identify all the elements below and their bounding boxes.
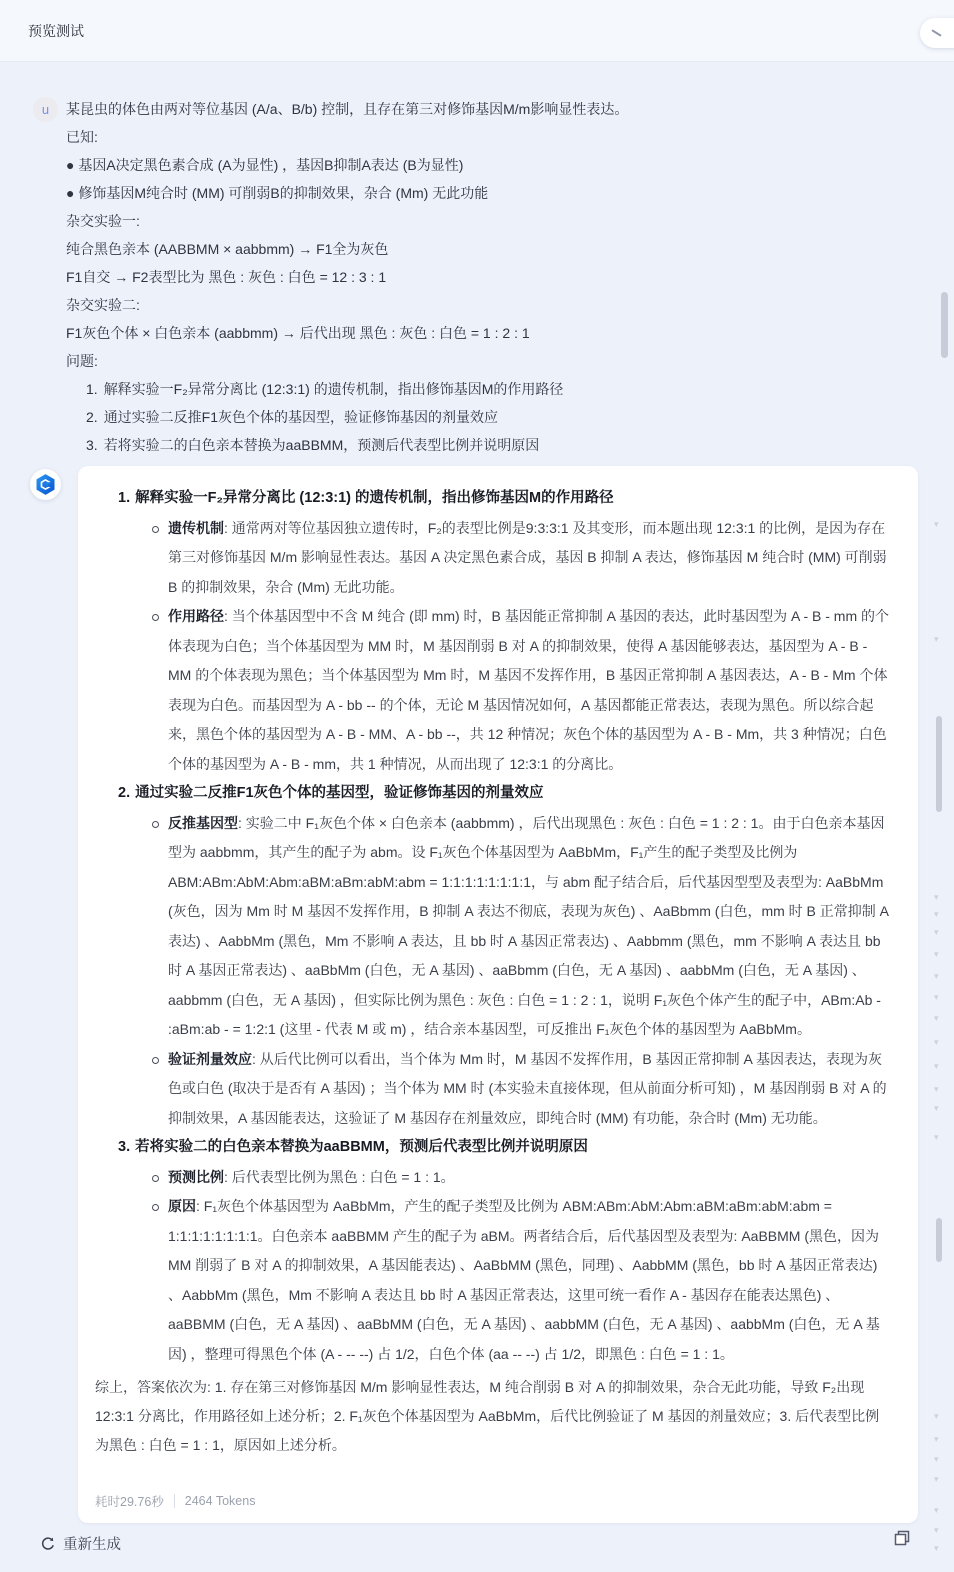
user-line: ● 基因A决定黑色素合成 (A为显性) ，基因B抑制A表达 (B为显性) — [66, 157, 464, 173]
user-message — [0, 62, 954, 459]
user-question-1 — [66, 375, 922, 403]
copy-button[interactable] — [893, 1529, 913, 1549]
user-question-3 — [66, 431, 922, 459]
chevron-down-icon: ▾ — [934, 927, 939, 937]
user-line: 某昆虫的体色由两对等位基因 (A/a、B/b) 控制，且存在第三对修饰基因M/m影响显性表达。 — [66, 101, 629, 117]
elapsed-time: 耗时29.76秒 — [95, 1495, 164, 1509]
bullet-label: 作用路径 — [168, 608, 224, 624]
chevron-down-icon: ▾ — [934, 1411, 939, 1421]
bullet-label: 预测比例 — [168, 1168, 224, 1185]
response-meta — [95, 1492, 255, 1510]
user-line: 问题: — [66, 353, 98, 369]
bullet-label: 原因 — [168, 1198, 196, 1214]
bullet-circle-icon — [152, 526, 159, 533]
refresh-icon — [40, 1536, 56, 1552]
bullet-circle-icon — [152, 1175, 159, 1182]
user-line: 已知: — [66, 129, 98, 145]
copy-icon — [893, 1529, 912, 1548]
question-number: 2. — [86, 409, 98, 425]
bullet-text: : F₁灰色个体基因型为 AaBbMm，产生的配子类型及比例为 ABM:ABm:AbM:Abm:aBM:aBm:abM:abm = 1:1:1:1:1:1:1:1。白色亲本 aaBBMM 产生的配子为 aBM。两者结合后，后代基因型及表型为: AaBBMM (黑色，因为 MM 削弱了 B 对 A 的抑制效果，A 基因能表达) 、AaBbMM (黑色，同理) 、AabbMM (黑色，bb 时 A 基因正常表达) 、AabbMm (黑色，Mm 不影响 A 表达且 bb 时 A 基因正常表达，这里可统一看作 A - 基因存在能表达黑色) 、aaBBMM (白色，无 A 基因) 、aaBbMM (白色，无 A 基因) 、aabbMM (白色，无 A 基因) 、aabbMm (白色，无 A 基因) ，整理可得黑色个体 (A - -- --) 占 1/2，白色个体 (aa -- --) 占 1/2，即黑色 : 白色 = 1 : 1。 — [168, 1198, 880, 1362]
chevron-down-icon: ▾ — [934, 1454, 939, 1464]
header — [0, 0, 954, 62]
chevron-down-icon: ▾ — [934, 1061, 939, 1071]
drag-handle-icon — [931, 29, 941, 37]
chevron-down-icon: ▾ — [934, 909, 939, 919]
scrollbar-thumb[interactable] — [936, 716, 942, 812]
user-line: F1灰色个体 × 白色亲本 (aabbmm) → 后代出现 黑色 : 灰色 : 白色 = 1 : 2 : 1 — [66, 325, 530, 341]
bullet-label: 验证剂量效应 — [168, 1050, 252, 1067]
bullet-text: : 当个体基因型中不含 M 纯合 (即 mm) 时，B 基因能正常抑制 A 基因的表达，此时基因型为 A - B - mm 的个体表现为白色；当个体基因型为 MM 时，M 基因削弱 B 对 A 的抑制效果，使得 A 基因能够表达，基因型为 A - B - MM 的个体表现为黑色；当个体基因型为 Mm 时，M 基因不发挥作用，B 基因正常抑制 A 基因表达，A - B - Mm 个体表现为白色。而基因型为 A - bb -- 的个体，无论 M 基因情况如何，A 基因都能正常表达，表现为黑色。所以综合起来，黑色个体的基因型为 A - B - MM、A - bb --，共 12 种情况；灰色个体的基因型为 A - B - Mm，共 3 种情况；白色个体的基因型为 A - B - mm，共 1 种情况，从而出现了 12:3:1 的分离比。 — [168, 608, 889, 772]
chevron-down-icon: ▾ — [934, 971, 939, 981]
bullet-label: 反推基因型 — [168, 814, 238, 831]
chevron-down-icon: ▾ — [934, 1084, 939, 1094]
bullet-label: 遗传机制 — [168, 519, 224, 536]
user-line: 纯合黑色亲本 (AABBMM × aabbmm) → F1全为灰色 — [66, 241, 389, 257]
question-number: 3. — [86, 437, 98, 453]
chevron-down-icon: ▾ — [934, 1543, 939, 1553]
bullet-text: : 后代表型比例为黑色 : 白色 = 1 : 1。 — [224, 1168, 455, 1185]
bullet-reason — [95, 1192, 892, 1369]
section-title: 通过实验二反推F1灰色个体的基因型，验证修饰基因的剂量效应 — [135, 785, 544, 801]
answer-section-3 — [95, 1133, 892, 1369]
answer-summary: 综上，答案依次为: 1. 存在第三对修饰基因 M/m 影响显性表达，M 纯合削弱 B 对 A 的抑制效果，杂合无此功能，导致 F₂出现 12:3:1 分离比，作用路径如上述分析；2. F₁灰色个体基因型为 AaBbMm，后代比例验证了 M 基因的剂量效应；3. 后代表型比例为黑色 : 白色 = 1 : 1，原因如上述分析。 — [95, 1379, 880, 1453]
section-number: 1. — [118, 490, 131, 506]
token-count: 2464 Tokens — [184, 1494, 256, 1508]
chevron-down-icon: ▾ — [934, 1013, 939, 1023]
regenerate-button[interactable] — [40, 1533, 121, 1554]
user-question-2 — [66, 403, 922, 431]
bullet-genetic-mechanism — [95, 514, 892, 603]
chevron-down-icon: ▾ — [934, 992, 939, 1002]
bullet-circle-icon — [152, 1057, 159, 1064]
user-line: F1自交 → F2表型比为 黑色 : 灰色 : 白色 = 12 : 3 : 1 — [66, 269, 387, 285]
user-line: 杂交实验二: — [66, 297, 140, 313]
bullet-circle-icon — [152, 1204, 159, 1211]
question-number: 1. — [86, 381, 98, 397]
bullet-verify-dosage — [95, 1045, 892, 1134]
chevron-down-icon: ▾ — [934, 1103, 939, 1113]
assistant-avatar — [30, 469, 61, 500]
chevron-down-icon: ▾ — [934, 519, 939, 529]
user-avatar: u — [33, 97, 58, 122]
scrollbar-thumb[interactable] — [936, 1218, 942, 1262]
chevron-down-icon: ▾ — [934, 892, 939, 902]
chevron-down-icon: ▾ — [934, 1132, 939, 1142]
section-2-heading — [95, 779, 892, 809]
bullet-deduce-genotype — [95, 809, 892, 1045]
bullet-text: : 通常两对等位基因独立遗传时，F₂的表型比例是9:3:3:1 及其变形，而本题出现 12:3:1 的比例，是因为存在第三对修饰基因 M/m 影响显性表达。基因 A 决定黑色素合成，基因 B 抑制 A 表达，修饰基因 M 纯合时 (MM) 可削弱 B 的抑制效果，杂合 (Mm) 无此功能。 — [168, 519, 887, 595]
chevron-down-icon: ▾ — [934, 1434, 939, 1444]
answer-section-2 — [95, 779, 892, 1133]
user-line: 杂交实验一: — [66, 213, 140, 229]
bullet-action-path — [95, 602, 892, 779]
chevron-down-icon: ▾ — [934, 1505, 939, 1515]
answer-section-1 — [95, 484, 892, 779]
scrollbar-thumb[interactable] — [941, 292, 948, 358]
bullet-circle-icon — [152, 614, 159, 621]
bullet-text: : 实验二中 F₁灰色个体 × 白色亲本 (aabbmm) ，后代出现黑色 : 灰色 : 白色 = 1 : 2 : 1。由于白色亲本基因型为 aabbmm，其产生的配子为 abm。设 F₁灰色个体基因型为 AaBbMm，F₁产生的配子类型及比例为 ABM:ABm:AbM:Abm:aBM:aBm:abM:abm = 1:1:1:1:1:1:1:1，与 abm 配子结合后，后代基因型型及表型为: AaBbMm (灰色，因为 Mm 时 M 基因不发挥作用，B 抑制 A 表达不彻底，表现为灰色) 、AaBbmm (白色，mm 时 B 正常抑制 A 表达) 、AabbMm (黑色，Mm 不影响 A 表达，且 bb 时 A 基因正常表达) 、Aabbmm (黑色，mm 不影响 A 表达且 bb 时 A 基因正常表达) 、aaBbMm (白色，无 A 基因) 、aaBbmm (白色，无 A 基因) 、aabbMm (白色，无 A 基因) 、aabbmm (白色，无 A 基因) ，但实际比例为黑色 : 灰色 : 白色 = 1 : 2 : 1，说明 F₁灰色个体产生的配子中，ABm:Ab - :aBm:ab - = 1:2:1 (这里 - 代表 M 或 m) ，结合亲本基因型，可反推出 F₁灰色个体的基因型为 AaBbMm。 — [168, 814, 889, 1037]
question-text: 通过实验二反推F1灰色个体的基因型，验证修饰基因的剂量效应 — [103, 409, 499, 425]
bullet-predicted-ratio — [95, 1163, 892, 1193]
user-message-text — [66, 95, 922, 459]
user-line: ● 修饰基因M纯合时 (MM) 可削弱B的抑制效果，杂合 (Mm) 无此功能 — [66, 185, 489, 201]
section-1-heading — [95, 484, 892, 514]
regenerate-label: 重新生成 — [63, 1537, 121, 1553]
page-title: 预览测试 — [28, 22, 84, 39]
chevron-down-icon: ▾ — [934, 1525, 939, 1535]
assistant-answer-card — [78, 466, 918, 1523]
header-side-pill[interactable] — [920, 18, 954, 48]
section-title: 若将实验二的白色亲本替换为aaBBMM，预测后代表型比例并说明原因 — [135, 1139, 588, 1155]
section-3-heading — [95, 1133, 892, 1163]
section-number: 2. — [118, 785, 131, 801]
question-text: 解释实验一F₂异常分离比 (12:3:1) 的遗传机制，指出修饰基因M的作用路径 — [103, 381, 564, 397]
cube-logo-icon — [34, 473, 57, 496]
bullet-text: : 从后代比例可以看出，当个体为 Mm 时，M 基因不发挥作用，B 基因正常抑制 A 基因表达，表现为灰色或白色 (取决于是否有 A 基因) ；当个体为 MM 时 (本实验未直接体现，但从前面分析可知) ，M 基因削弱 B 对 A 的抑制效果，A 基因能表达，这验证了 M 基因存在剂量效应，即纯合时 (MM) 有功能，杂合时 (Mm) 无功能。 — [168, 1050, 887, 1126]
assistant-message — [0, 466, 954, 1523]
section-title: 解释实验一F₂异常分离比 (12:3:1) 的遗传机制，指出修饰基因M的作用路径 — [135, 490, 614, 506]
question-text: 若将实验二的白色亲本替换为aaBBMM，预测后代表型比例并说明原因 — [103, 437, 540, 453]
chevron-down-icon: ▾ — [934, 1474, 939, 1484]
bullet-circle-icon — [152, 821, 159, 828]
chevron-down-icon: ▾ — [934, 949, 939, 959]
section-number: 3. — [118, 1139, 131, 1155]
meta-divider — [174, 1494, 175, 1508]
chevron-down-icon: ▾ — [934, 634, 939, 644]
chevron-down-icon: ▾ — [934, 1037, 939, 1047]
